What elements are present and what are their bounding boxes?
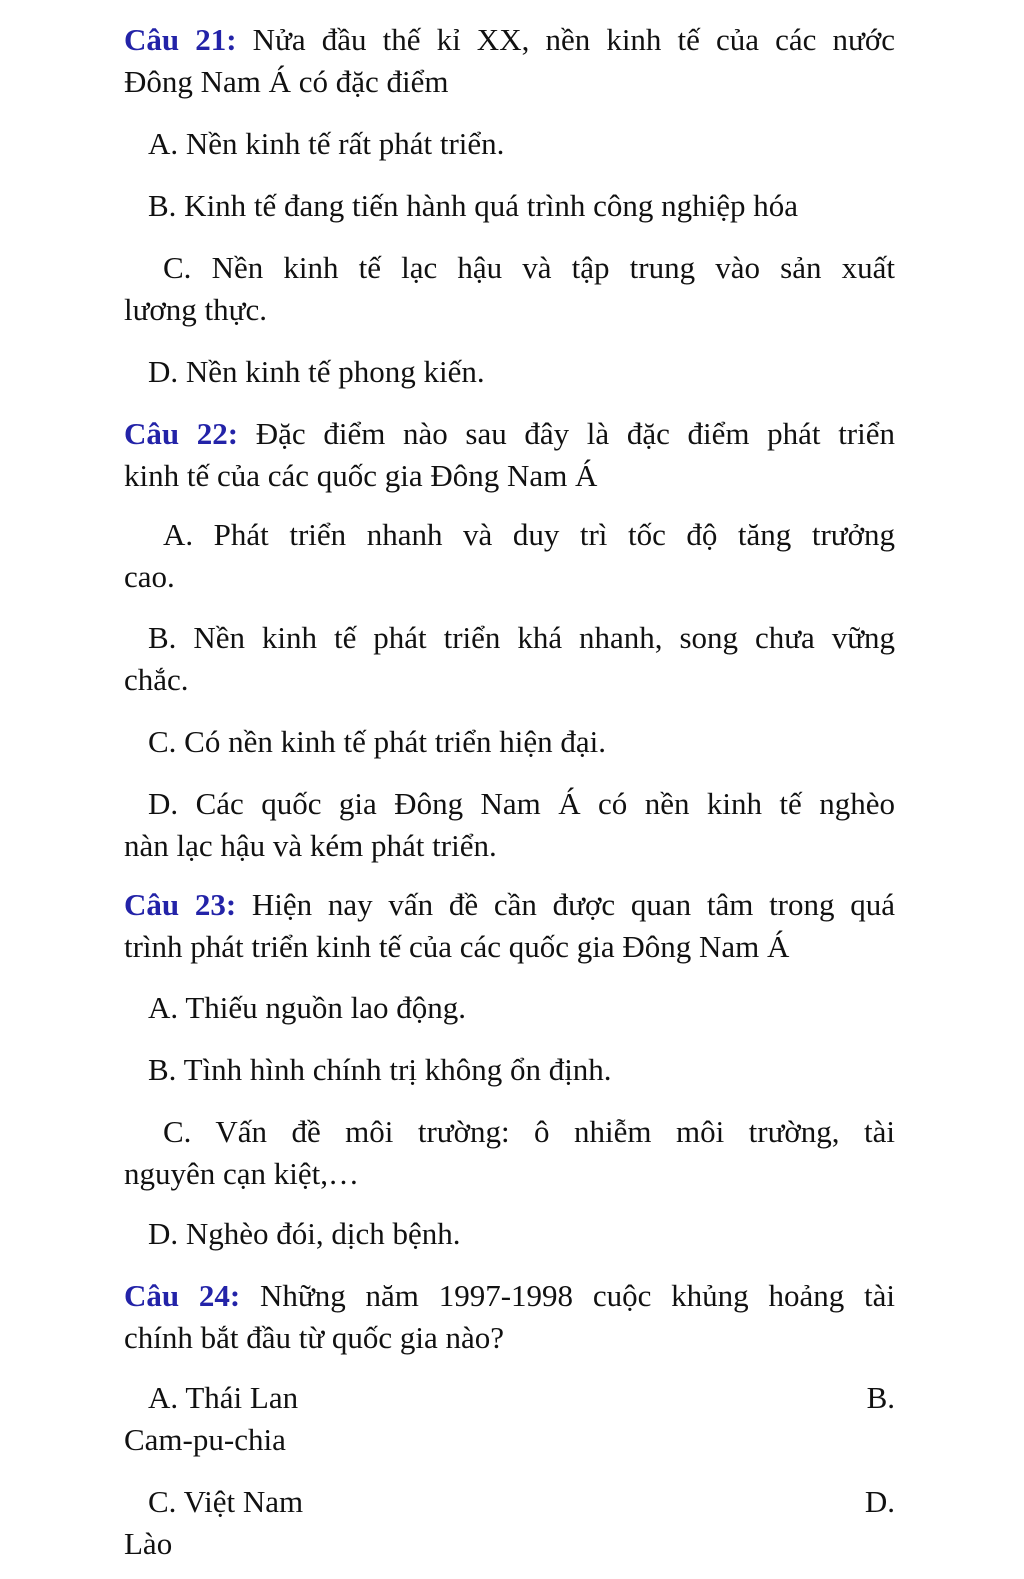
- question-24-option-d-value: Lào: [124, 1526, 173, 1561]
- question-23-label: Câu 23:: [124, 887, 237, 922]
- question-24-option-b-value: Cam-pu-chia: [124, 1422, 286, 1457]
- question-24-text: Những năm 1997-1998 cuộc khủng hoảng tài: [240, 1278, 895, 1313]
- question-22-option-d-line-2: nàn lạc hậu và kém phát triển.: [124, 828, 497, 863]
- question-24-option-c: C. Việt Nam: [148, 1484, 304, 1519]
- question-22-option-a-line-2: cao.: [124, 559, 175, 594]
- question-23-option-b: B. Tình hình chính trị không ổn định.: [148, 1052, 612, 1087]
- question-22-option-d-line-1: D. Các quốc gia Đông Nam Á có nền kinh tế nghèo: [148, 786, 895, 821]
- question-24-line-2: chính bắt đầu từ quốc gia nào?: [124, 1320, 505, 1355]
- question-21-option-c-line-1: C. Nền kinh tế lạc hậu và tập trung vào sản xuất: [163, 250, 895, 285]
- question-21-line-1: [124, 22, 895, 58]
- question-24-options-row-2: [148, 1484, 895, 1520]
- question-24-option-a: A. Thái Lan: [148, 1380, 299, 1415]
- question-22-text: Đặc điểm nào sau đây là đặc điểm phát triển: [238, 416, 896, 451]
- question-22-option-b-line-1: B. Nền kinh tế phát triển khá nhanh, song chưa vững: [148, 620, 895, 655]
- question-23-option-c-line-1: C. Vấn đề môi trường: ô nhiễm môi trường, tài: [163, 1114, 895, 1149]
- question-21-option-d: D. Nền kinh tế phong kiến.: [148, 354, 485, 389]
- question-23-option-c-line-2: nguyên cạn kiệt,…: [124, 1156, 360, 1191]
- question-21-text: Nửa đầu thế kỉ XX, nền kinh tế của các nước: [236, 22, 895, 57]
- question-22-option-b-line-2: chắc.: [124, 662, 189, 697]
- question-23-line-2: trình phát triển kinh tế của các quốc gia Đông Nam Á: [124, 929, 790, 964]
- question-22-option-c: C. Có nền kinh tế phát triển hiện đại.: [148, 724, 607, 759]
- question-21-option-c-line-2: lương thực.: [124, 292, 267, 327]
- question-23-option-d: D. Nghèo đói, dịch bệnh.: [148, 1216, 461, 1251]
- question-22-label: Câu 22:: [124, 416, 239, 451]
- question-23-text: Hiện nay vấn đề cần được quan tâm trong quá: [236, 887, 895, 922]
- question-24-option-d-prefix: D.: [864, 1484, 895, 1519]
- question-21-option-a: A. Nền kinh tế rất phát triển.: [148, 126, 505, 161]
- question-23-option-a: A. Thiếu nguồn lao động.: [148, 990, 467, 1025]
- question-22-option-a-line-1: A. Phát triển nhanh và duy trì tốc độ tăng trưởng: [163, 517, 895, 552]
- question-21-option-b: B. Kinh tế đang tiến hành quá trình công nghiệp hóa: [148, 188, 799, 223]
- question-22-line-1: [124, 416, 895, 452]
- question-21-line-2: Đông Nam Á có đặc điểm: [124, 64, 449, 99]
- question-24-options-row-1: [148, 1380, 895, 1416]
- question-21-label: Câu 21:: [124, 22, 237, 57]
- question-23-line-1: [124, 887, 895, 923]
- question-24-option-b-prefix: B.: [866, 1380, 895, 1415]
- question-22-line-2: kinh tế của các quốc gia Đông Nam Á: [124, 458, 598, 493]
- question-24-label: Câu 24:: [124, 1278, 241, 1313]
- question-24-line-1: [124, 1278, 895, 1314]
